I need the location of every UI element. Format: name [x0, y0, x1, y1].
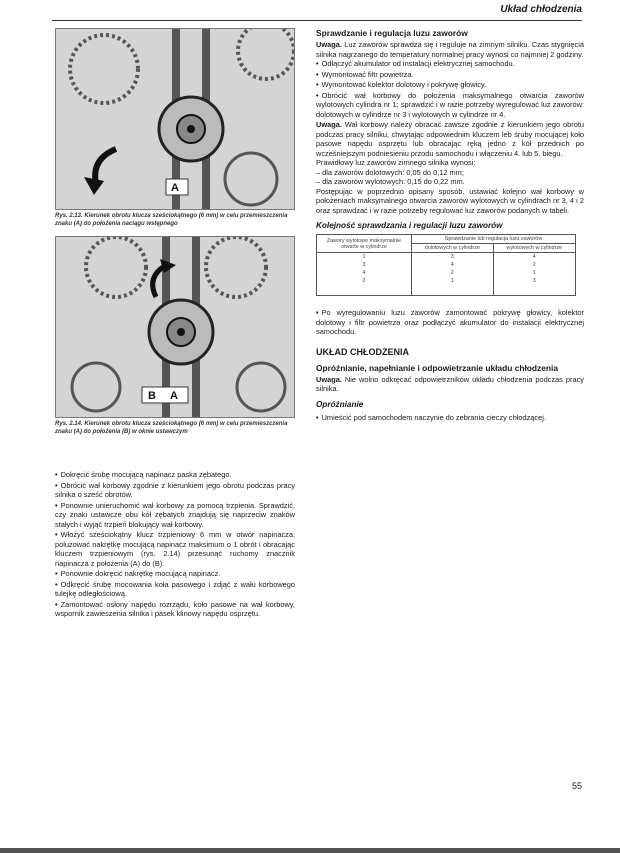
clearance-exhaust: – dla zaworów wylotowych: 0,15 do 0,22 mm.: [316, 177, 465, 186]
heading-valve-clearance: Sprawdzanie i regulacja luzu zaworów: [316, 28, 468, 38]
figure-2-14-caption: Rys. 2.14. Kierunek obrotu klucza sześciokątnego (6 mm) w celu przemieszczenia znaku (A) do położenia (B) w oknie ustawczym: [55, 421, 288, 435]
procedure-paragraph: Postępując w poprzednio opisany sposób, ustawiać kolejno wał korbowy w położeniach maksymalnego otwarcia zaworów wylotowych w cylindrach nr 3, 4 i 2 oraz sprawdzać i w razie potrzeby regulować luz zaworów podanych w tabeli.: [316, 186, 584, 215]
note-paragraph: Uwaga. Nie wolno odkręcać odpowietrzników układu chłodzenia podczas pracy silnika.: [316, 374, 584, 393]
clearance-intake: – dla zaworów dolotowych: 0,05 do 0,12 mm;: [316, 167, 464, 177]
list-item: • Ponownie unieruchomić wał korbowy za pomocą trzpienia. Sprawdzić, czy znaki ustawcze obu kół zębatych znajdują się naprzeciw znaków stałych i wyjąć trzpień blokujący wał korbowy.: [55, 500, 295, 529]
running-header: Układ chłodzenia: [500, 4, 582, 15]
left-column: [55, 28, 295, 620]
table-row: 4 2 1: [317, 269, 576, 277]
scan-edge: [0, 848, 620, 853]
list-item: • Umieścić pod samochodem naczynie do zebrania cieczy chłodzącej.: [316, 412, 546, 422]
figure-2-14: [55, 236, 295, 418]
figure-2-14-illustration: [56, 237, 294, 417]
left-instructions: [55, 470, 295, 619]
figure-2-13-label-a: A: [171, 182, 179, 194]
page-number: 55: [571, 781, 582, 791]
table-header-exhaust: wylotowych w cylindrze: [493, 244, 575, 253]
figure-2-13-illustration: [56, 29, 294, 209]
list-item: • Obrócić wał korbowy do położenia maksymalnego otwarcia zaworów wylotowych cylindra nr 1; sprawdzić i w razie potrzeby wyregulować luz zaworów: dolotowych w cylindrze nr 3 i wylotowych w cylindrze nr 4.: [316, 90, 584, 119]
list-item: • Wymontować filtr powietrza.: [316, 69, 414, 79]
table-row: 3 4 2: [317, 261, 576, 269]
section-title: UKŁAD CHŁODZENIA: [316, 346, 409, 357]
list-item: • Włożyć sześciokątny klucz trzpieniowy 6 mm w otwór napinacza, poluzować nakrętkę mocującą napinacz maksimum o 1 obrót i obracając kluczem trzpieniowym (rys. 2.14) przesunąć ruchomy znacznik napinacza z położenia (A) do (B).: [55, 530, 295, 568]
figure-2-14-label-a: A: [170, 390, 178, 402]
list-item: • Zamontować osłony napędu rozrządu, koło pasowe na wał korbowy, wspornik zawieszenia silnika i pasek klinowy napędu osprzętu.: [55, 599, 295, 618]
heading-cooling-drain: Opróżnianie, napełnianie i odpowietrzanie układu chłodzenia: [316, 362, 558, 373]
table-header-group: Sprawdzanie lub regulacja luzu zaworów: [412, 235, 576, 244]
list-item: • Odłączyć akumulator od instalacji elektrycznej samochodu.: [316, 59, 515, 68]
list-item: • Po wyregulowaniu luzu zaworów zamontować pokrywę głowicy, kolektor dolotowy i filtr powietrza oraz podłączyć akumulator do instalacji elektrycznej samochodu.: [316, 308, 584, 336]
right-column: [316, 28, 584, 423]
figure-2-13: [55, 28, 295, 210]
list-item: • Obrócić wał korbowy zgodnie z kierunkiem jego obrotu podczas pracy silnika o sześć obrotów.: [55, 480, 295, 499]
figure-2-14-label-b: B: [148, 390, 156, 402]
clearance-intro: Prawidłowy luz zaworów zimnego silnika wynosi:: [316, 158, 476, 167]
table-header-intake: dolotowych w cylindrze: [412, 244, 494, 253]
table-header-cylinder: Zawory wylotowe maksymalnie otwarte w cylindrze: [317, 235, 412, 253]
table-title: Kolejność sprawdzania i regulacji luzu zaworów: [316, 221, 503, 230]
note-paragraph: Uwaga. Wał korbowy należy obracać zawsze zgodnie z kierunkiem jego obrotu podczas pracy silniku, chwytając odpowiednim kluczem leb śruby mocującej koło pasowe napędu osprzętu lub obracając ręką jedno z kół przednich po wcześniejszym podniesieniu przodu samochodu i włączeniu 4. lub 5. biegu.: [316, 120, 584, 158]
header-rule: [52, 20, 582, 21]
note-paragraph: Uwaga. Luz zaworów sprawdza się i reguluje na zimnym silniku. Czas stygnięcia silnika nagrzanego do temperatury normalnej pracy wynosi co najmniej 2 godziny.: [316, 40, 584, 59]
subheading-drain: Opróżnianie: [316, 399, 364, 409]
list-item: • Ponownie dokręcić nakrętkę mocującą napinacz.: [55, 569, 221, 578]
list-item: • Dokręcić śrubę mocującą napinacz paska zębatego.: [55, 470, 232, 479]
table-row: 1 3 4: [317, 253, 576, 262]
list-item: • Wymontować kolektor dolotowy i pokrywę głowicy.: [316, 80, 487, 89]
list-item: • Odkręcić śrubę mocowania koła pasowego i zdjąć z wału korbowego tulejkę odległościową.: [55, 579, 295, 598]
figure-2-13-caption: Rys. 2.13. Kierunek obrotu klucza sześciokątnego (6 mm) w celu przemieszczenia znaku (A) do położenia naciągu wstępnego: [55, 213, 288, 227]
valve-order-table: [316, 234, 576, 296]
table-row: 2 1 3: [317, 277, 576, 296]
